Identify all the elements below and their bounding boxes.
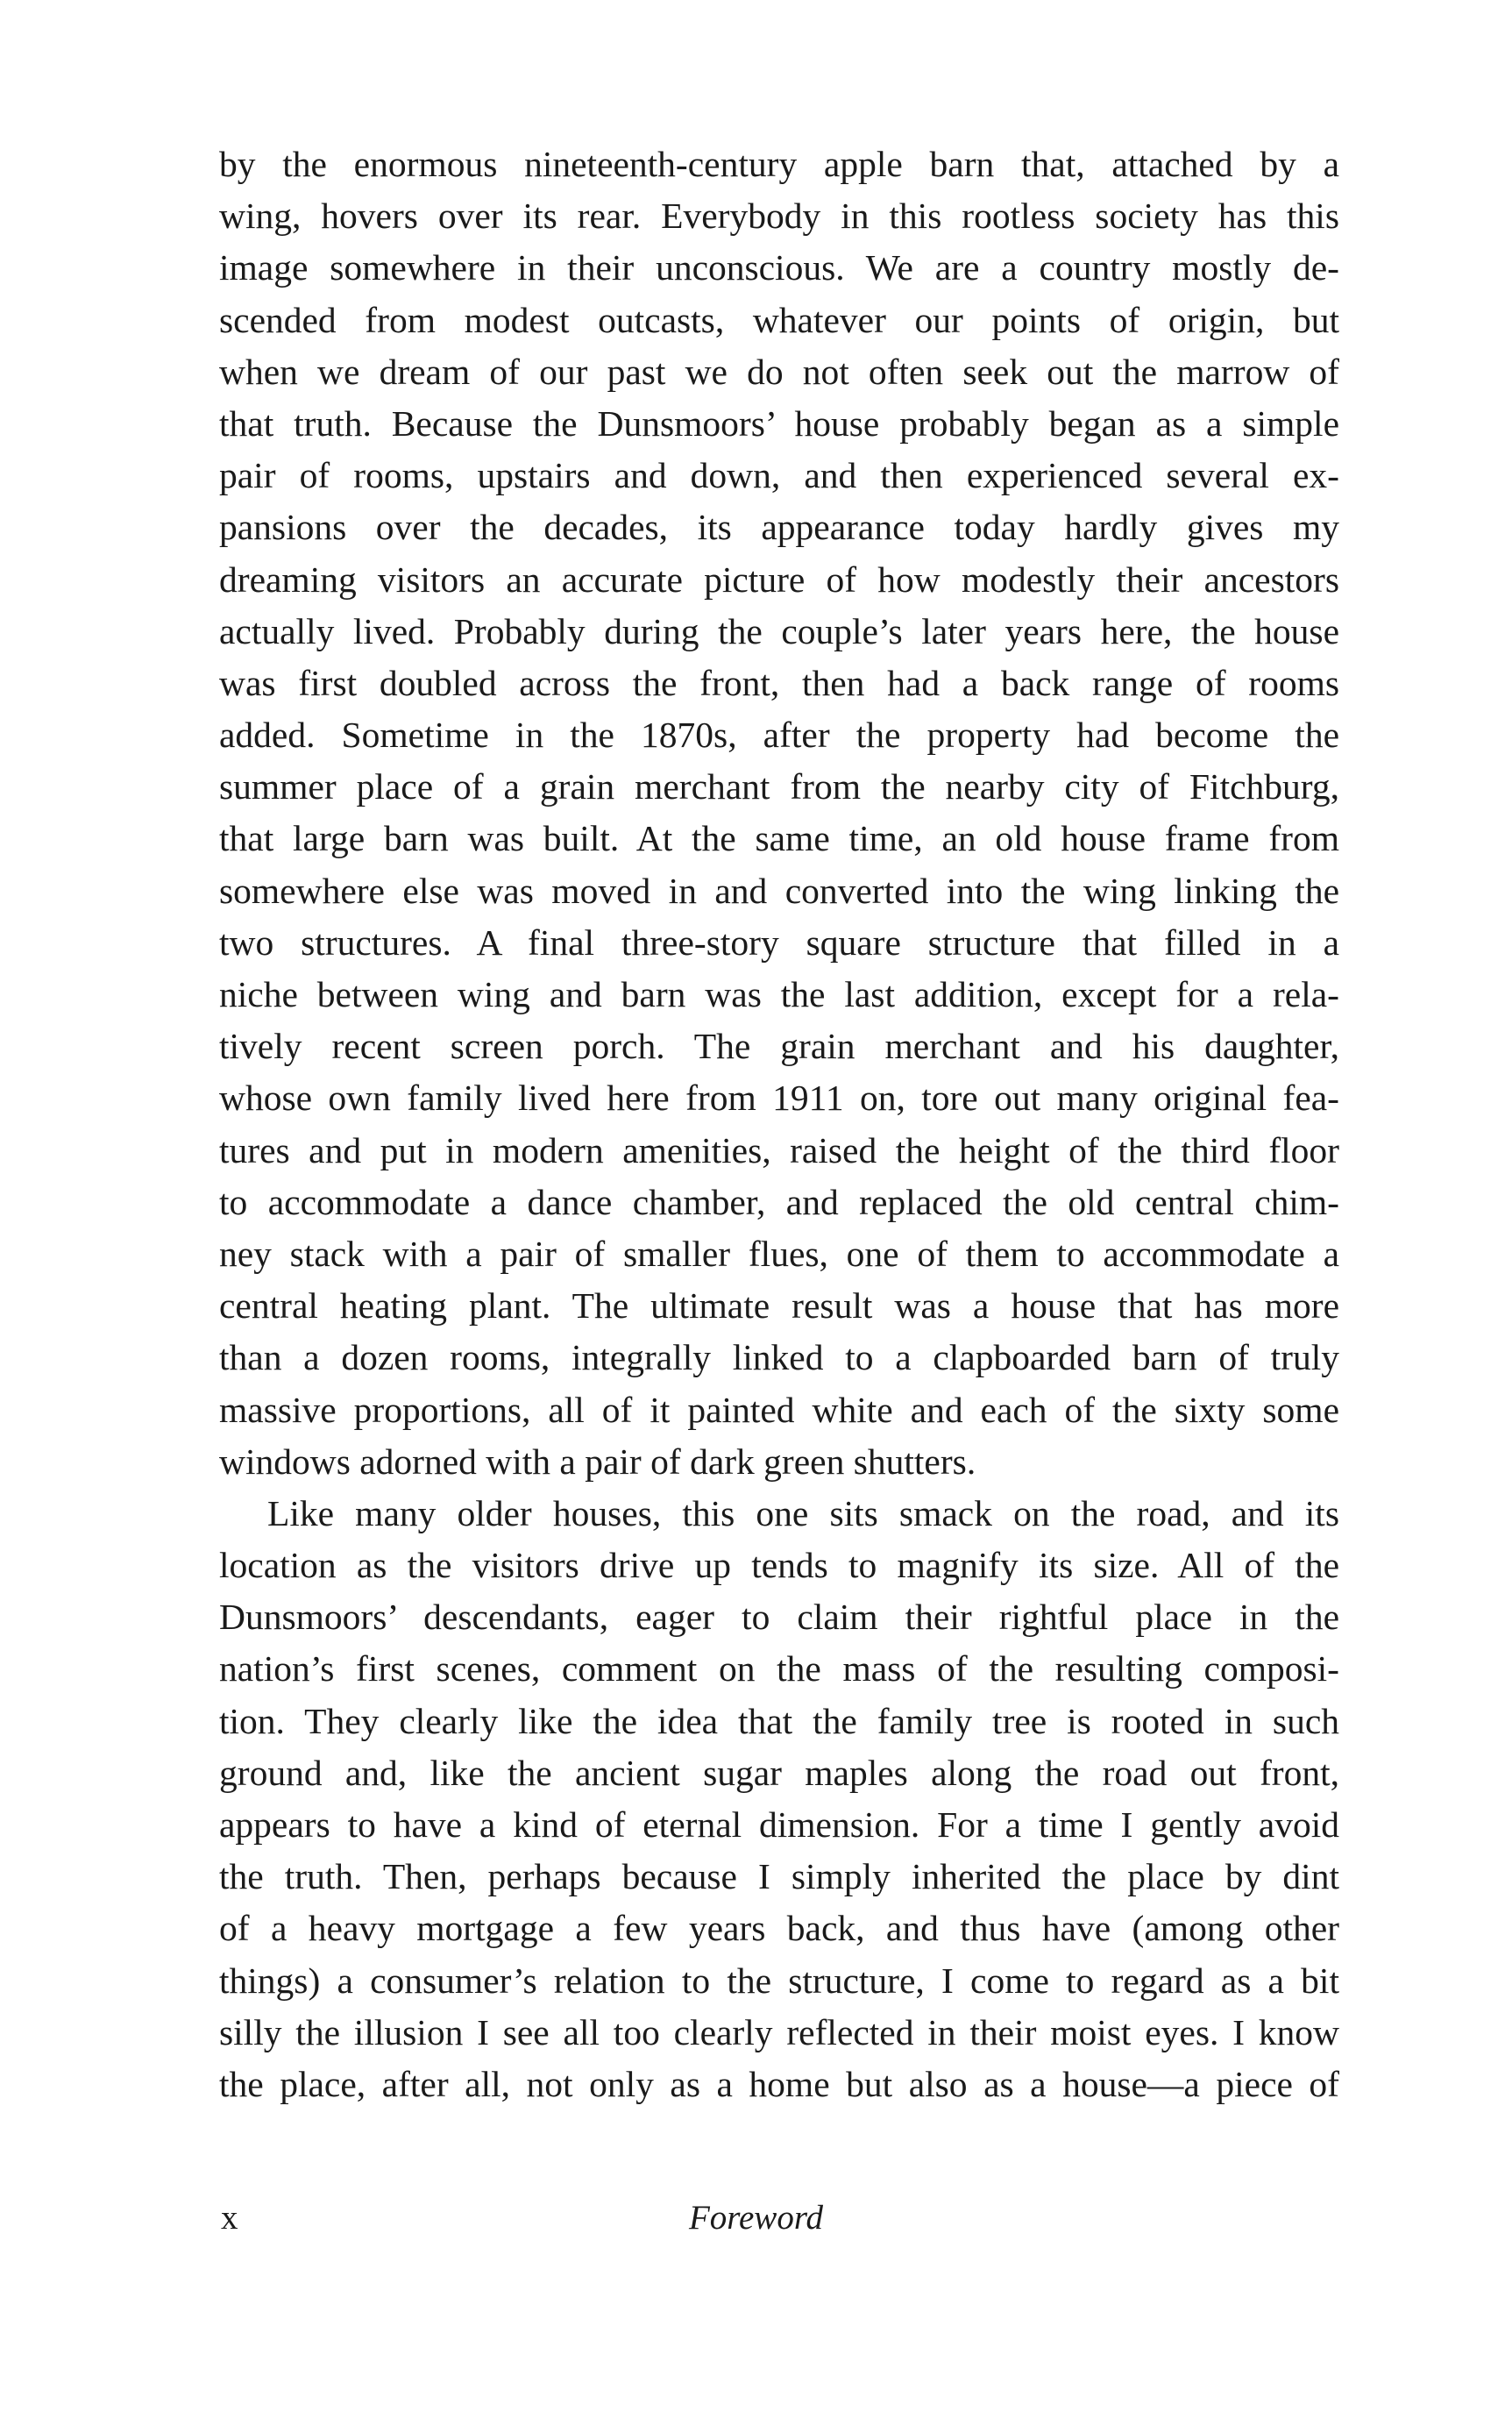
body-text — [219, 139, 1339, 2110]
text-line: whose own family lived here from 1911 on, tore out many original fea- — [219, 1078, 1339, 1119]
text-line: that truth. Because the Dunsmoors’ house probably began as a simple — [219, 402, 1339, 444]
text-line: to accommodate a dance chamber, and replaced the old central chim- — [219, 1181, 1339, 1222]
page-number: x — [221, 2199, 238, 2237]
text-line: the place, after all, not only as a home but also as a house—a piece of — [219, 2063, 1339, 2104]
text-line: niche between wing and barn was the last addition, except for a rela- — [219, 974, 1339, 1014]
text-line: actually lived. Probably during the couple’s later years here, the house — [219, 610, 1339, 651]
text-line: Like many older houses, this one sits smack on the road, and its — [267, 1492, 1339, 1533]
text-line: when we dream of our past we do not often seek out the marrow of — [219, 351, 1339, 392]
text-line: was first doubled across the front, then had a back range of rooms — [219, 662, 1339, 703]
paragraph — [219, 1488, 1339, 2110]
text-line: that large barn was built. At the same time, an old house frame from — [219, 818, 1339, 859]
text-line: tively recent screen porch. The grain merchant and his daughter, — [219, 1026, 1339, 1067]
text-line: two structures. A final three-story square structure that filled in a — [219, 921, 1339, 963]
text-line: location as the visitors drive up tends to magnify its size. All of the — [219, 1545, 1339, 1586]
text-line: Dunsmoors’ descendants, eager to claim their rightful place in the — [219, 1597, 1339, 1638]
text-line: scended from modest outcasts, whatever our points of origin, but — [219, 299, 1339, 340]
text-line: of a heavy mortgage a few years back, and thus have (among other — [219, 1908, 1339, 1949]
text-line: pair of rooms, upstairs and down, and then experienced several ex- — [219, 455, 1339, 496]
text-line: appears to have a kind of eternal dimension. For a time I gently avoid — [219, 1804, 1339, 1845]
text-line: pansions over the decades, its appearance today hardly gives my — [219, 507, 1339, 548]
text-line: added. Sometime in the 1870s, after the property had become the — [219, 715, 1339, 756]
text-line: nation’s first scenes, comment on the mass of the resulting composi- — [219, 1648, 1339, 1690]
text-line: tion. They clearly like the idea that the family tree is rooted in such — [219, 1700, 1339, 1741]
text-line: dreaming visitors an accurate picture of how modestly their ancestors — [219, 558, 1339, 600]
text-line: windows adorned with a pair of dark green shutters. — [219, 1441, 976, 1482]
text-line: somewhere else was moved in and converted into the wing linking the — [219, 870, 1339, 911]
running-footer-title: Foreword — [688, 2199, 824, 2237]
text-line: silly the illusion I see all too clearly reflected in their moist eyes. I know — [219, 2011, 1339, 2052]
text-line: central heating plant. The ultimate result was a house that has more — [219, 1285, 1339, 1327]
text-line: than a dozen rooms, integrally linked to a clapboarded barn of truly — [219, 1337, 1339, 1378]
text-line: ground and, like the ancient sugar maples along the road out front, — [219, 1752, 1339, 1793]
text-line: summer place of a grain merchant from the nearby city of Fitchburg, — [219, 766, 1339, 807]
text-line: tures and put in modern amenities, raised the height of the third floor — [219, 1129, 1339, 1170]
text-line: wing, hovers over its rear. Everybody in this rootless society has this — [219, 196, 1339, 237]
text-line: the truth. Then, perhaps because I simply inherited the place by dint — [219, 1856, 1339, 1897]
text-line: image somewhere in their unconscious. We are a country mostly de- — [219, 247, 1339, 288]
text-line: things) a consumer’s relation to the structure, I come to regard as a bit — [219, 1960, 1339, 2001]
text-line: ney stack with a pair of smaller flues, one of them to accommodate a — [219, 1233, 1339, 1274]
text-line: massive proportions, all of it painted white and each of the sixty some — [219, 1389, 1339, 1430]
text-line: by the enormous nineteenth-century apple barn that, attached by a — [219, 144, 1339, 184]
paragraph — [219, 139, 1339, 1488]
